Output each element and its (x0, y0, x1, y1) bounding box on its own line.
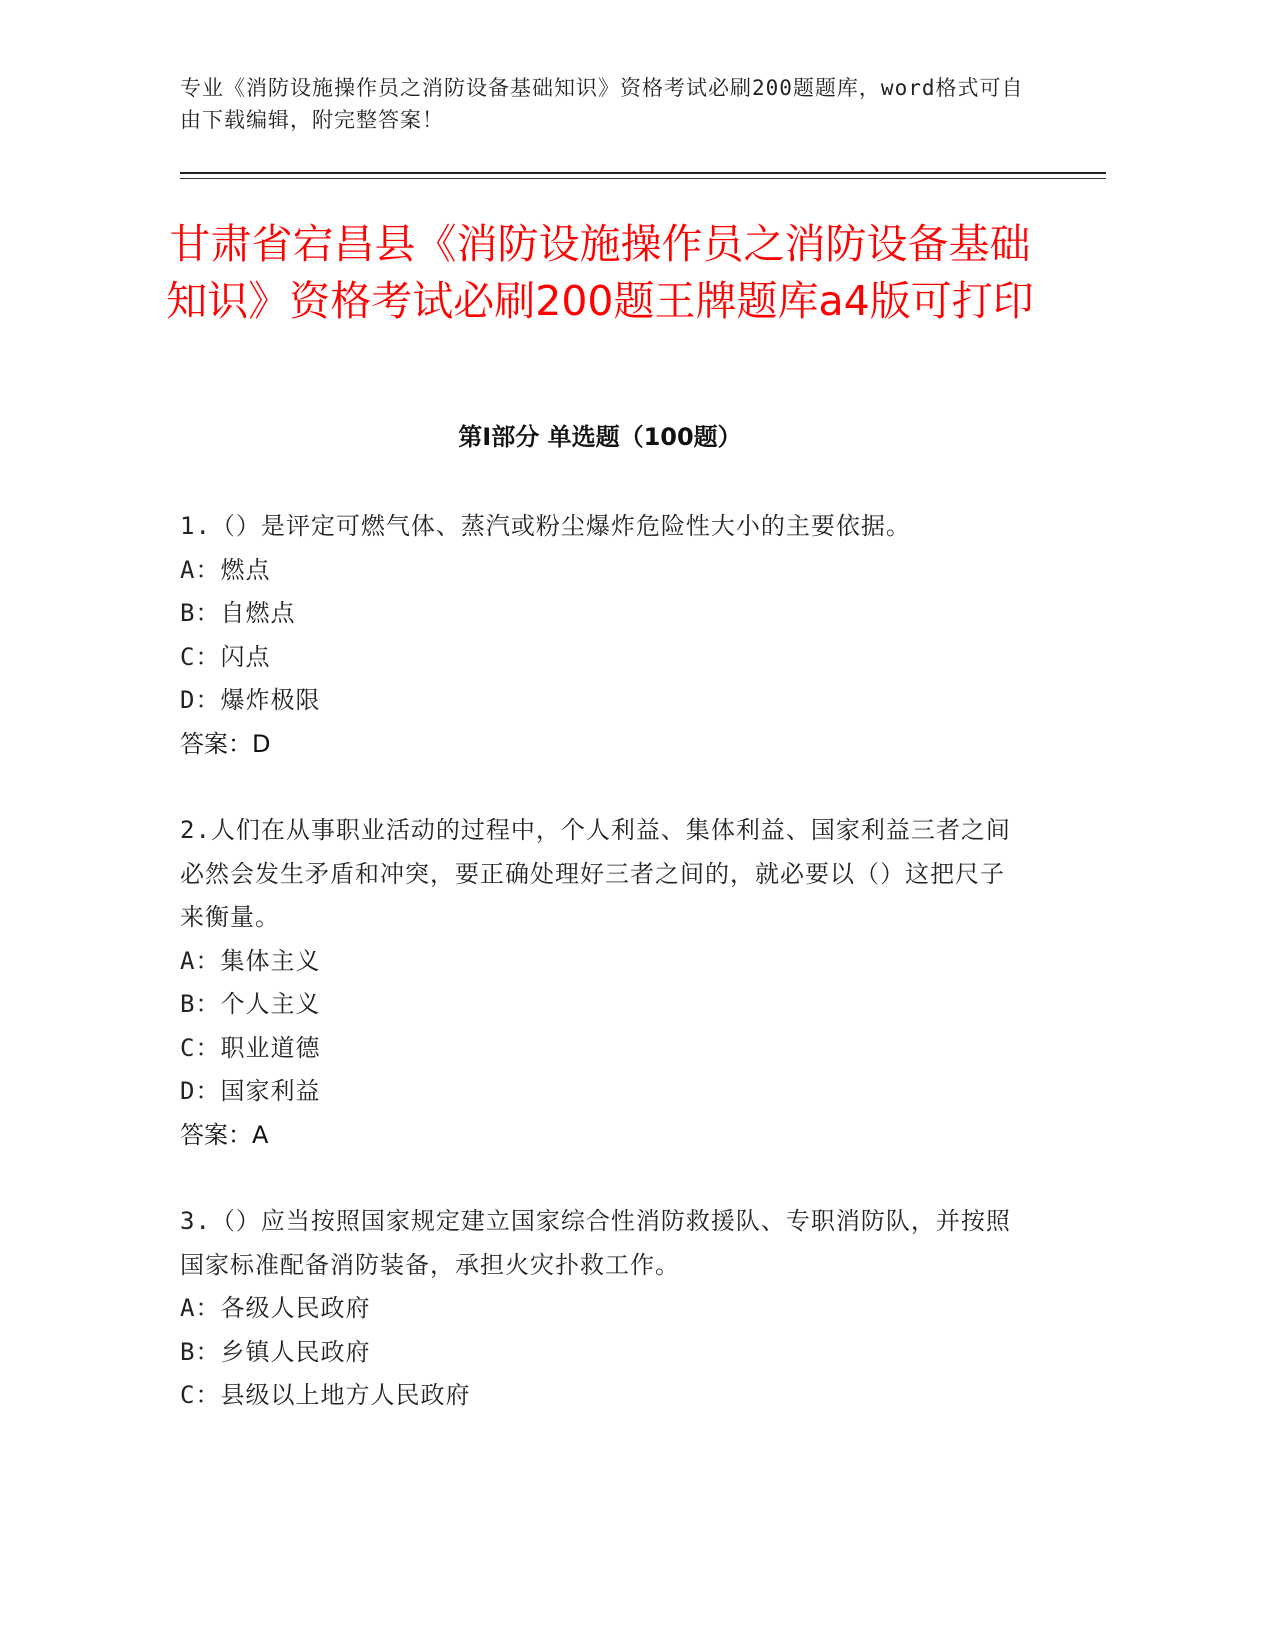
answer: 答案：A (180, 1120, 269, 1149)
section-heading: 第Ⅰ部分 单选题（100题） (458, 423, 742, 451)
header-note: 专业《消防设施操作员之消防设备基础知识》资格考试必刷200题题库，word格式可自由下载编辑，附完整答案！ (180, 76, 1024, 132)
answer: 答案：D (180, 729, 271, 758)
header-divider-thin (180, 178, 1106, 179)
option-c: C：职业道德 (180, 1033, 321, 1062)
option-d: D：爆炸极限 (180, 686, 321, 714)
option-c: C：闪点 (180, 642, 271, 671)
question-text: 1.（）是评定可燃气体、蒸汽或粉尘爆炸危险性大小的主要依据。 (180, 512, 911, 540)
option-b: B：个人主义 (180, 990, 321, 1018)
question-1 (180, 505, 1020, 766)
option-b: B：乡镇人民政府 (180, 1337, 371, 1366)
question-text: 2.人们在从事职业活动的过程中，个人利益、集体利益、国家利益三者之间必然会发生矛盾和冲突，要正确处理好三者之间的，就必要以（）这把尺子来衡量。 (180, 816, 1011, 931)
option-b: B：自燃点 (180, 599, 296, 627)
document-title: 甘肃省宕昌县《消防设施操作员之消防设备基础知识》资格考试必刷200题王牌题库a4版可打印 (166, 220, 1034, 325)
question-text: 3.（）应当按照国家规定建立国家综合性消防救援队、专职消防队，并按照国家标准配备消防装备，承担火灾扑救工作。 (180, 1207, 1011, 1279)
question-2 (180, 809, 1020, 1157)
header-divider-thick (180, 172, 1106, 174)
option-a: A：集体主义 (180, 946, 321, 975)
option-a: A：燃点 (180, 555, 271, 584)
question-3 (180, 1200, 1020, 1418)
option-d: D：国家利益 (180, 1077, 321, 1105)
option-a: A：各级人民政府 (180, 1294, 371, 1322)
question-list (180, 505, 1020, 1461)
option-c: C：县级以上地方人民政府 (180, 1381, 471, 1409)
